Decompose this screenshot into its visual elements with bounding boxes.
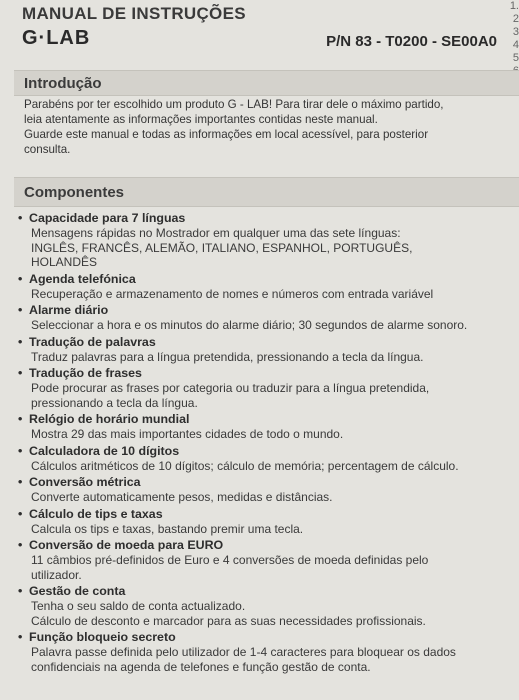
- margin-number: 2: [512, 13, 519, 25]
- margin-number: 1.: [509, 0, 519, 12]
- component-item: [18, 630, 518, 674]
- component-title-text: Calculadora de 10 dígitos: [29, 443, 180, 458]
- components-header-band: [14, 177, 519, 207]
- bullet-icon: •: [18, 211, 23, 225]
- component-title: [18, 412, 518, 427]
- bullet-icon: •: [18, 366, 23, 380]
- component-title: [18, 538, 518, 553]
- component-title-text: Gestão de conta: [29, 584, 126, 598]
- brand-logo: G·LAB: [22, 27, 91, 49]
- bullet-icon: •: [18, 412, 23, 426]
- component-description: Palavra passe definida pelo utilizador de 1-4 caracteres para bloquear os dados: [31, 645, 456, 659]
- intro-line: Guarde este manual e todas as informações em local acessível, para posterior: [24, 128, 429, 141]
- component-title-text: Conversão de moeda para EURO: [29, 538, 224, 552]
- component-item: [18, 303, 518, 333]
- component-description: Mostra 29 das mais importantes cidades de todo o mundo.: [31, 427, 344, 441]
- component-title-text: Conversão métrica: [29, 475, 141, 489]
- bullet-icon: •: [18, 630, 23, 644]
- bullet-icon: •: [18, 475, 23, 489]
- bullet-icon: •: [18, 271, 23, 286]
- component-title: [18, 507, 518, 522]
- component-item: [18, 538, 518, 582]
- intro-line: Parabéns por ter escolhido um produto G - LAB! Para tirar dele o máximo partido,: [24, 98, 444, 111]
- component-item: [18, 272, 518, 302]
- intro-text: [24, 97, 504, 157]
- component-description: INGLÊS, FRANCÊS, ALEMÃO, ITALIANO, ESPANHOL, PORTUGUÊS,: [31, 240, 413, 255]
- component-description: 11 câmbios pré-definidos de Euro e 4 conversões de moeda definidas pelo: [31, 553, 429, 567]
- intro-line: leia atentamente as informações importantes contidas neste manual.: [24, 113, 378, 126]
- component-title: [18, 335, 518, 350]
- component-description: Mensagens rápidas no Mostrador em qualquer uma das sete línguas:: [31, 226, 401, 240]
- component-item: [18, 366, 518, 410]
- component-description: Pode procurar as frases por categoria ou traduzir para a língua pretendida,: [31, 381, 430, 395]
- bullet-icon: •: [18, 538, 23, 552]
- component-title: [18, 272, 518, 287]
- component-description: confidenciais na agenda de telefones e função gestão de conta.: [31, 659, 371, 674]
- component-description: Converte automaticamente pesos, medidas e distâncias.: [31, 490, 333, 504]
- intro-header-band: [14, 70, 519, 96]
- component-title-text: Função bloqueio secreto: [29, 630, 176, 644]
- component-item: [18, 211, 518, 270]
- component-description: Tenha o seu saldo de conta actualizado.: [31, 599, 246, 613]
- component-title: [18, 475, 518, 490]
- component-description: Seleccionar a hora e os minutos do alarme diário; 30 segundos de alarme sonoro.: [31, 318, 468, 332]
- components-list: [18, 211, 518, 676]
- component-title-text: Capacidade para 7 línguas: [29, 211, 186, 225]
- component-item: [18, 584, 518, 628]
- component-description: Recuperação e armazenamento de nomes e números com entrada variável: [31, 286, 434, 301]
- component-description: utilizador.: [31, 567, 82, 582]
- component-title: [18, 366, 518, 381]
- component-title-text: Agenda telefónica: [29, 271, 136, 286]
- component-title-text: Tradução de frases: [29, 366, 142, 380]
- component-title-text: Tradução de palavras: [29, 334, 156, 349]
- bullet-icon: •: [18, 584, 23, 598]
- margin-number: 3: [512, 26, 519, 38]
- components-title: Componentes: [24, 184, 125, 201]
- component-title: [18, 630, 518, 645]
- intro-title: Introdução: [24, 75, 102, 92]
- component-description: pressionando a tecla da língua.: [31, 395, 198, 410]
- component-title: [18, 584, 518, 599]
- component-item: [18, 507, 518, 537]
- component-item: [18, 475, 518, 505]
- intro-line: consulta.: [24, 143, 71, 156]
- manual-title: MANUAL DE INSTRUÇÕES: [22, 4, 246, 23]
- component-title: [18, 211, 518, 226]
- component-description: Cálculo de desconto e marcador para as suas necessidades profissionais.: [31, 613, 426, 628]
- part-number: P/N 83 - T0200 - SE00A0: [326, 33, 497, 50]
- bullet-icon: •: [18, 334, 23, 349]
- component-title-text: Relógio de horário mundial: [29, 412, 190, 426]
- component-title: [18, 303, 518, 318]
- bullet-icon: •: [18, 506, 23, 521]
- component-title-text: Alarme diário: [29, 303, 109, 317]
- bullet-icon: •: [18, 303, 23, 317]
- component-title-text: Cálculo de tips e taxas: [29, 506, 163, 521]
- margin-number: 5: [512, 52, 519, 64]
- component-title: [18, 444, 518, 459]
- bullet-icon: •: [18, 443, 23, 458]
- component-description: Traduz palavras para a língua pretendida, pressionando a tecla da língua.: [31, 349, 424, 364]
- margin-number: 4: [512, 39, 519, 51]
- component-item: [18, 335, 518, 365]
- component-description: Calcula os tips e taxas, bastando premir uma tecla.: [31, 521, 304, 536]
- component-description: Cálculos aritméticos de 10 dígitos; cálculo de memória; percentagem de cálculo.: [31, 458, 459, 473]
- component-item: [18, 412, 518, 442]
- component-item: [18, 444, 518, 474]
- component-description: HOLANDÊS: [31, 255, 98, 269]
